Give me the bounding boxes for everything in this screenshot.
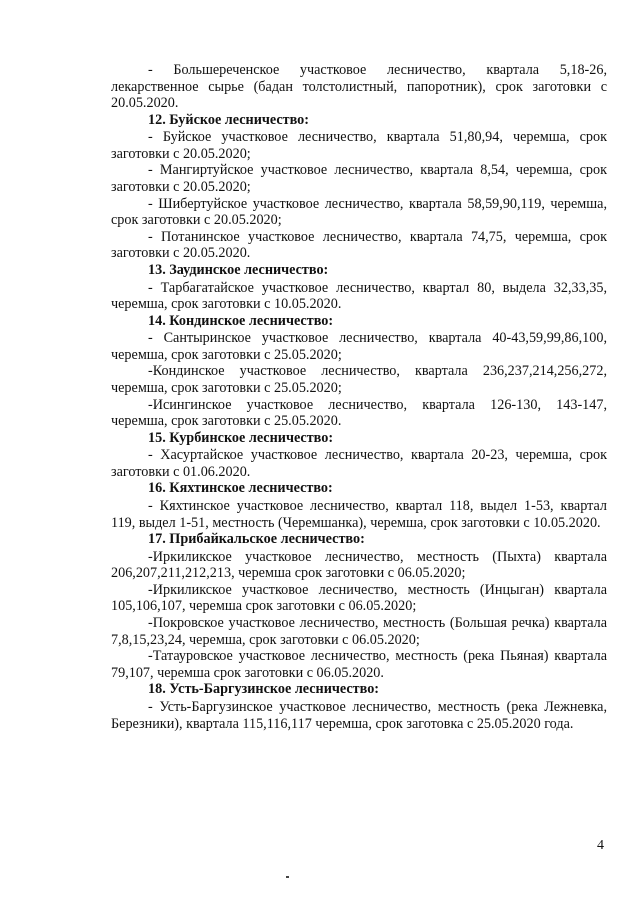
page-number: 4 (597, 838, 604, 853)
section-heading: 12. Буйское лесничество: (148, 111, 309, 128)
paragraph: - Потанинское участковое лесничество, квартала 74,75, черемша, срок заготовки с 20.05.2020. (111, 228, 607, 262)
section-heading: 16. Кяхтинское лесничество: (148, 480, 333, 497)
paragraph: -Исингинское участковое лесничество, квартала 126-130, 143-147, черемша, срок заготовки с 25.05.2020. (111, 396, 607, 430)
paragraph: - Кяхтинское участковое лесничество, квартал 118, выдел 1-53, квартал 119, выдел 1-51, местность (Черемшанка), черемша, срок заготовки с 10.05.2020. (111, 497, 607, 531)
paragraph: - Хасуртайское участковое лесничество, квартала 20-23, черемша, срок заготовки с 01.06.2020. (111, 447, 607, 480)
paragraph: -Покровское участковое лесничество, местность (Большая речка) квартала 7,8,15,23,24, черемша, срок заготовки с 06.05.2020; (111, 615, 607, 648)
document-body (111, 62, 607, 732)
paragraph: -Иркиликское участковое лесничество, местность (Пыхта) квартала 206,207,211,212,213, черемша срок заготовки с 06.05.2020; (111, 548, 607, 582)
paragraph: - Буйское участковое лесничество, квартала 51,80,94, черемша, срок заготовки с 20.05.2020; (111, 129, 607, 162)
paragraph: - Тарбагатайское участковое лесничество, квартал 80, выдела 32,33,35, черемша, срок заготовки с 10.05.2020. (111, 279, 607, 313)
paragraph: - Мангиртуйское участковое лесничество, квартала 8,54, черемша, срок заготовки с 20.05.2020; (111, 162, 607, 196)
section-heading: 14. Кондинское лесничество: (148, 312, 334, 329)
paragraph: - Сантыринское участковое лесничество, квартала 40-43,59,99,86,100, черемша, срок заготовки с 25.05.2020; (111, 330, 607, 363)
paragraph: -Татауровское участковое лесничество, местность (река Пьяная) квартала 79,107, черемша срок заготовки с 06.05.2020. (111, 648, 607, 681)
section-heading: 18. Усть-Баргузинское лесничество: (148, 681, 380, 698)
section-heading: 15. Курбинское лесничество: (148, 429, 334, 446)
paragraph: - Шибертуйское участковое лесничество, квартала 58,59,90,119, черемша, срок заготовки с 20.05.2020; (111, 195, 607, 229)
paragraph: - Усть-Баргузинское участковое лесничество, местность (река Лежневка, Березники), квартала 115,116,117 черемша, срок заготовка с 25.05.2020 года. (111, 698, 607, 732)
section-heading: 13. Заудинское лесничество: (148, 262, 329, 279)
paragraph: -Кондинское участковое лесничество, квартала 236,237,214,256,272, черемша, срок заготовки с 25.05.2020; (111, 363, 607, 396)
paragraph: -Иркиликское участковое лесничество, местность (Инцыган) квартала 105,106,107, черемша срок заготовки с 06.05.2020; (111, 581, 607, 615)
paragraph: - Большереченское участковое лесничество, квартала 5,18-26, лекарственное сырье (бадан толстолистный, папоротник), срок заготовки с 20.05.2020. (111, 62, 607, 112)
section-heading: 17. Прибайкальское лесничество: (148, 531, 365, 548)
scan-speck (286, 876, 289, 878)
